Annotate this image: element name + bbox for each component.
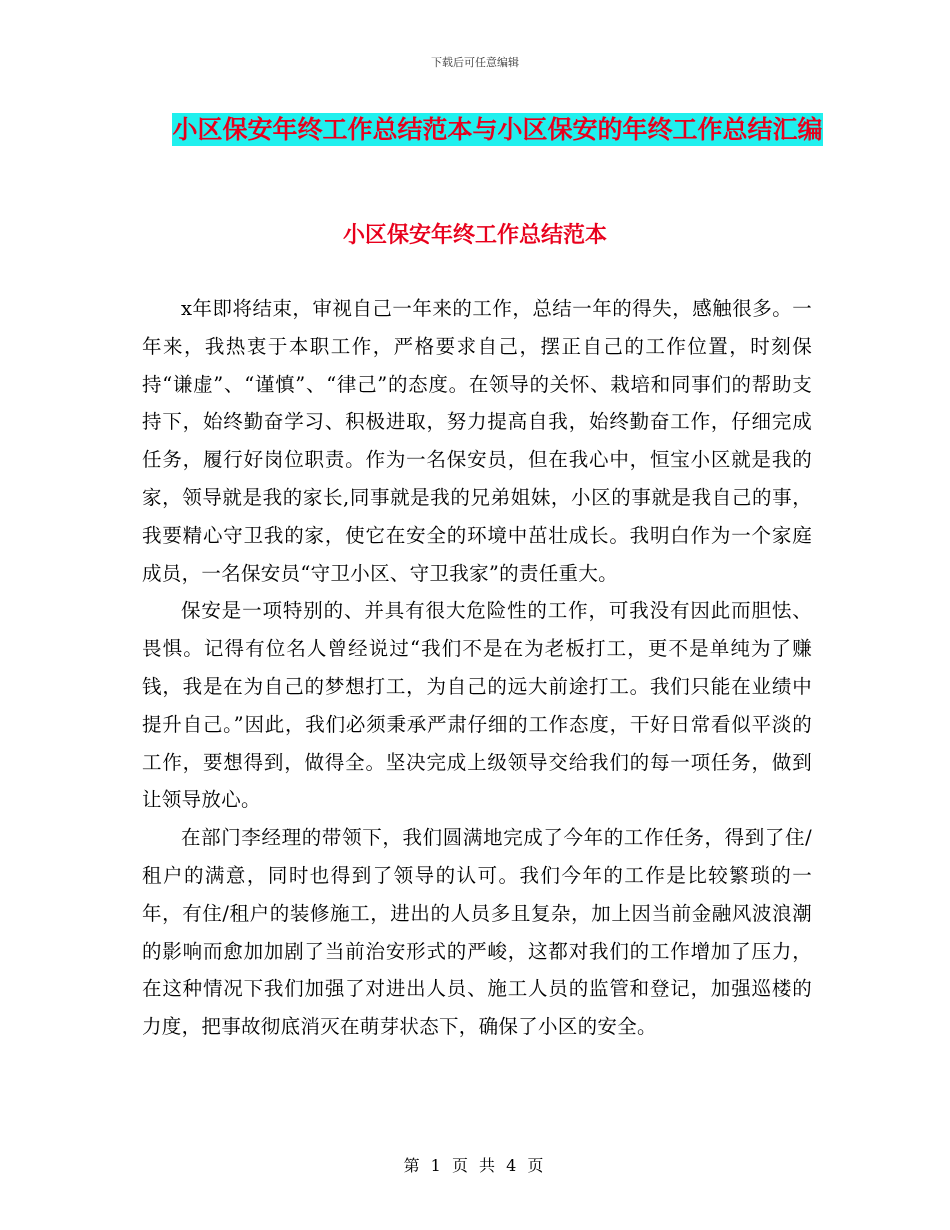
paragraph-2: 保安是一项特别的、并具有很大危险性的工作，可我没有因此而胆怯、畏惧。记得有位名人曾经说过“我们不是在为老板打工，更不是单纯为了赚钱，我是在为自己的梦想打工，为自己的远大前途打工。我们只能在业绩中提升自己。”因此，我们必须秉承严肃仔细的工作态度，干好日常看似平淡的工作，要想得到，做得全。坚决完成上级领导交给我们的每一项任务，做到让领导放心。 — [142, 599, 812, 812]
document-body — [142, 290, 812, 1046]
document-title — [160, 108, 835, 152]
page-number: 第 1 页 共 4 页 — [403, 1156, 547, 1175]
document-title-text: 小区保安年终工作总结范本与小区保安的年终工作总结汇编 — [172, 115, 823, 144]
paragraph-3: 在部门李经理的带领下，我们圆满地完成了今年的工作任务，得到了住/租户的满意，同时也得到了领导的认可。我们今年的工作是比较繁琐的一年，有住/租户的装修施工，进出的人员多且复杂，加上因当前金融风波浪潮的影响而愈加加剧了当前治安形式的严峻，这都对我们的工作增加了压力，在这种情况下我们加强了对进出人员、施工人员的监管和登记，加强巡楼的力度，把事故彻底消灭在萌芽状态下，确保了小区的安全。 — [142, 826, 812, 1039]
section-subtitle: 小区保安年终工作总结范本 — [342, 223, 607, 248]
header-note: 下载后可任意编辑 — [431, 56, 519, 69]
paragraph-1: x年即将结束，审视自己一年来的工作，总结一年的得失，感触很多。一年来，我热衷于本职工作，严格要求自己，摆正自己的工作位置，时刻保持“谦虚”、“谨慎”、“律己”的态度。在领导的关怀、栽培和同事们的帮助支持下，始终勤奋学习、积极进取，努力提高自我，始终勤奋工作，仔细完成任务，履行好岗位职责。作为一名保安员，但在我心中，恒宝小区就是我的家，领导就是我的家长,同事就是我的兄弟姐妹，小区的事就是我自己的事，我要精心守卫我的家，使它在安全的环境中茁壮成长。我明白作为一个家庭成员，一名保安员“守卫小区、守卫我家”的责任重大。 — [142, 297, 812, 585]
